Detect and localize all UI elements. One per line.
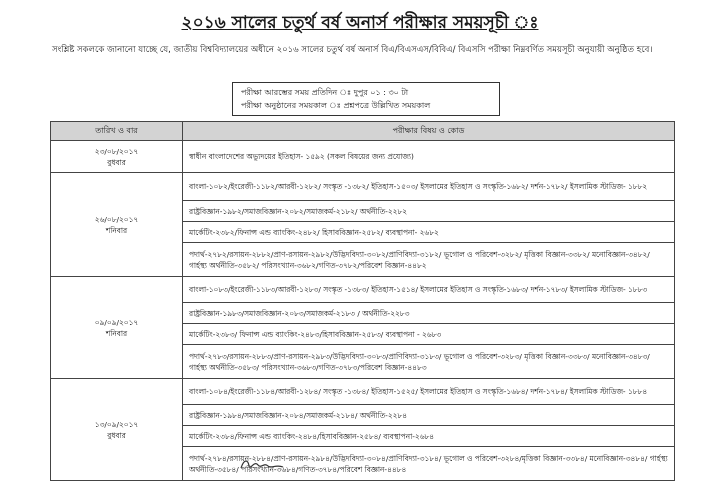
date-cell [51, 277, 183, 379]
subject-cell: স্বাধীন বাংলাদেশের অভ্যুদয়ের ইতিহাস- ১৫৯২ (সকল বিষয়ের জন্য প্রযোজ্য) [183, 141, 675, 173]
duration-line: পরীক্ষা অনুষ্ঠানের সময়কাল ঃ প্রশ্নপত্রে উল্লিখিত সময়কাল [241, 101, 431, 110]
exam-date: ২৩/০৮/২০১৭ [94, 146, 139, 156]
table-row [51, 379, 675, 405]
subject-cell: পদার্থ-২৭৮৪/রসায়ন-২৮৮৪/প্রাণ-রসায়ন-২৯৮৪/উদ্ভিদবিদ্যা-৩০৮৪/প্রাণিবিদ্যা-৩১৮৪/ ভূগোল ও পরিবেশ-৩২৮৪/মৃত্তিকা বিজ্ঞান-৩৩৮৪/ মনোবিজ্ঞান-৩৪৮৪/ গার্হস্থ্য অর্থনীতি-৩৫৮৪/ পরিসংখ্যান-৩৬৮৪/গণিত-৩৭৮৪/পরিবেশ বিজ্ঞান-৪৪৮৪ [183, 447, 675, 481]
exam-day: শনিবার [105, 225, 128, 235]
intro-paragraph: সংশ্লিষ্ট সকলকে জানানো যাচ্ছে যে, জাতীয় বিশ্ববিদ্যালয়ের অধীনে ২০১৬ সালের চতুর্থ বর্ষ অনার্স বিএ/বিএসএস/বিবিএ/ বিএসসি পরীক্ষা নিম্নবর্ণিত সময়সূচী অনুযায়ী অনুষ্ঠিত হবে। [52, 45, 653, 55]
page-title: ২০১৬ সালের চতুর্থ বর্ষ অনার্স পরীক্ষার সময়সূচী ঃ [181, 13, 539, 33]
exam-day: বুধবার [107, 430, 126, 440]
subject-cell: রাষ্ট্রবিজ্ঞান-১৯৮৪/সমাজবিজ্ঞান-২০৮৪/সমাজকর্ম-২১৮৪/ অর্থনীতি-২২৮৪ [183, 405, 675, 426]
table-row [51, 141, 675, 173]
exam-schedule-table [50, 121, 675, 481]
subject-cell: বাংলা-১০৮২/ইংরেজী-১১৮২/আরবী-১২৮২/ সংস্কৃত -১৩৮২/ ইতিহাস-১৫০৩/ ইসলামের ইতিহাস ও সংস্কৃতি-১৬৮২/ দর্শন-১৭৮২/ ইসলামিক স্টাডিজ- ১৮৮২ [183, 173, 675, 201]
header-subject: পরীক্ষার বিষয় ও কোড [183, 122, 675, 141]
subject-cell: মার্কেটিং-২৩৮৪/ফিনান্স এন্ড ব্যাংকিং-২৪৮৪/হিসাববিজ্ঞান-২৫৮৪/ ব্যবস্থাপনা-২৬৮৪ [183, 426, 675, 447]
table-row [51, 277, 675, 303]
header-date: তারিখ ও বার [51, 122, 183, 141]
exam-day: শনিবার [105, 328, 128, 338]
date-cell [51, 173, 183, 277]
subject-cell: পদার্থ-২৭৮২/রসায়ন-২৮৮২/প্রাণ-রসায়ন-২৯৮২/উদ্ভিদবিদ্যা-৩০৮২/প্রাণিবিদ্যা-৩১৮২/ ভূগোল ও পরিবেশ-৩২৮২/ মৃত্তিকা বিজ্ঞান-৩৩৮২/ মনোবিজ্ঞান-৩৪৮২/ গার্হস্থ্য অর্থনীতি-৩৫৮২/ পরিসংখ্যান-৩৬৮২/গণিত-৩৭৮২/পরিবেশ বিজ্ঞান-৪৪৮২ [183, 243, 675, 277]
exam-date: ১৩/০৯/২০১৭ [94, 419, 139, 429]
subject-cell: পদার্থ-২৭৮৩/রসায়ন-২৮৮৩/প্রাণ-রসায়ন-২৯৮৩/উদ্ভিদবিদ্যা-৩০৮৩/প্রাণিবিদ্যা-৩১৮৩/ ভূগোল ও পরিবেশ-৩২৮৩/ মৃত্তিকা বিজ্ঞান-৩৩৮৩/ মনোবিজ্ঞান-৩৪৮৩/ গার্হস্থ্য অর্থনীতি-৩৫৮৩/ পরিসংখ্যান-৩৬৮৩/গণিত-৩৭৮৩/পরিবেশ বিজ্ঞান-৪৪৮৩ [183, 345, 675, 379]
table-row [51, 173, 675, 201]
subject-cell: রাষ্ট্রবিজ্ঞান-১৯৮৩/সমাজবিজ্ঞান-২০৮৩/সমাজকর্ম-২১৮৩ / অর্থনীতি-২২৮৩ [183, 303, 675, 324]
exam-date: ০৯/০৯/২০১৭ [94, 317, 139, 327]
subject-cell: বাংলা-১০৮৩/ইংরেজী-১১৮৩/আরবী-১২৮৩/ সংস্কৃত -১৩৮৩/ ইতিহাস-১৫১৪/ ইসলামের ইতিহাস ও সংস্কৃতি-১৬৮৩/ দর্শন-১৭৮৩/ ইসলামিক স্টাডিজ- ১৮৮৩ [183, 277, 675, 303]
table-header-row [51, 122, 675, 141]
subject-cell: মার্কেটিং-২৩৮৩/ ফিনান্স এন্ড ব্যাংকিং-২৪৮৩/হিসাববিজ্ঞান-২৫৮৩/ ব্যবস্থাপনা - ২৬৮৩ [183, 324, 675, 345]
subject-cell: রাষ্ট্রবিজ্ঞান-১৯৮২/সমাজবিজ্ঞান-২০৮২/সমাজকর্ম-২১৮২/ অর্থনীতি-২২৮২ [183, 201, 675, 222]
signature-mark [238, 456, 286, 474]
subject-cell: বাংলা-১০৮৪/ইংরেজী-১১৮৪/আরবী-১২৮৪/ সংস্কৃত -১৩৮৪/ ইতিহাস-১৫২৫/ ইসলামের ইতিহাস ও সংস্কৃতি-১৬৮৪/ দর্শন-১৭৮৪/ ইসলামিক স্টাডিজ- ১৮৮৪ [183, 379, 675, 405]
exam-date: ২৬/০৮/২০১৭ [94, 214, 139, 224]
start-time-line: পরীক্ষা আরম্ভের সময় প্রতিদিন ঃ দুপুর ০১ : ৩০ টা [241, 88, 409, 97]
date-cell [51, 379, 183, 481]
exam-time-box [232, 82, 500, 116]
date-cell [51, 141, 183, 173]
exam-day: বুধবার [107, 157, 126, 167]
subject-cell: মার্কেটিং-২৩৮২/ফিনান্স এন্ড ব্যাংকিং-২৪৮২/ হিসাববিজ্ঞান-২৫৮২/ ব্যবস্থাপনা- ২৬৮২ [183, 222, 675, 243]
